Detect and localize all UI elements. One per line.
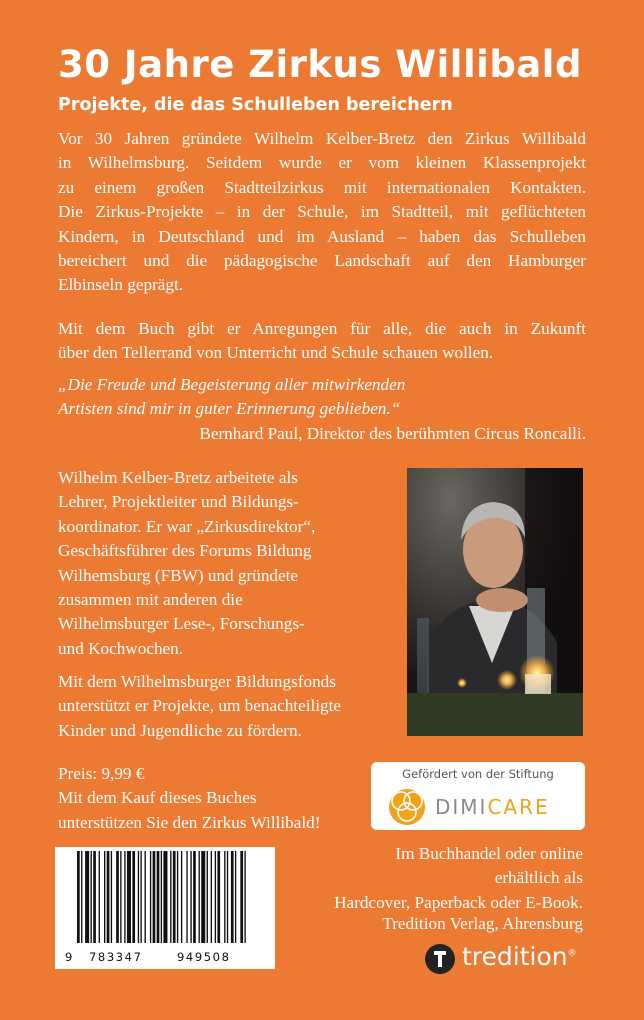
intro-line: Die Zirkus-Projekte – in der Schule, im Stadtteil, mit geflüchteten	[58, 202, 586, 222]
sponsor-brand	[435, 795, 550, 819]
availability-line: Im Buchhandel oder online	[395, 844, 583, 863]
price-line: Mit dem Kauf dieses Buches	[58, 788, 257, 808]
bio-line: Wilhemsburg (FBW) und gründete	[58, 565, 299, 585]
sponsor-badge	[371, 762, 585, 830]
price-label: Preis: 9,99 €	[58, 764, 145, 783]
intro-line: Elbinseln geprägt.	[58, 275, 184, 295]
intro-line: Vor 30 Jahren gründete Wilhelm Kelber-Bretz den Zirkus Willibald	[58, 129, 586, 148]
quote-line: „Die Freude und Begeisterung aller mitwirkenden	[58, 375, 406, 394]
author-portrait-image	[407, 468, 583, 736]
appeal-paragraph	[58, 317, 586, 366]
bio-line: Geschäftsführer des Forums Bildung	[58, 541, 312, 561]
bio-line: Lehrer, Projektleiter und Bildungs-	[58, 492, 299, 512]
appeal-line: Mit dem Buch gibt er Anregungen für alle, die auch in Zukunft	[58, 319, 586, 338]
barcode-digit-group: 949508	[177, 950, 231, 964]
quote-block	[58, 373, 586, 446]
fund-line: unterstützt er Projekte, um benachteiligte	[58, 696, 342, 716]
sponsor-brand-part: DIMI	[435, 795, 488, 819]
isbn-barcode	[55, 847, 275, 969]
intro-line: in Wilhelmsburg. Seitdem wurde er vom kleinen Klassenprojekt	[58, 153, 586, 173]
publisher-name: Tredition Verlag, Ahrensburg	[382, 914, 583, 933]
barcode-bars	[55, 851, 275, 955]
bio-line: Wilhelmsburger Lese-, Forschungs-	[58, 614, 305, 634]
book-subtitle: Projekte, die das Schulleben bereichern	[58, 95, 453, 115]
registered-mark: ®	[567, 948, 577, 959]
bio-line: Wilhelm Kelber-Bretz arbeitete als	[58, 468, 298, 487]
fund-line: Mit dem Wilhelmsburger Bildungsfonds	[58, 672, 336, 691]
fund-paragraph	[58, 670, 388, 743]
intro-line: Kindern, in Deutschland und im Ausland – haben das Schulleben	[58, 226, 586, 246]
appeal-line: über den Tellerrand von Unterricht und Schule schauen wollen.	[58, 343, 494, 363]
intro-line: bereichert und die pädagogische Landschaft auf den Hamburger	[58, 251, 586, 271]
intro-paragraph	[58, 127, 586, 298]
fund-line: Kinder und Jugendliche zu fördern.	[58, 720, 302, 740]
quote-line: Artisten sind mir in guter Erinnerung geblieben.“	[58, 399, 401, 419]
tredition-word: tredition	[462, 942, 568, 971]
author-bio	[58, 466, 358, 661]
availability-line: erhältlich als	[494, 868, 583, 888]
sponsor-brand-accent: CARE	[487, 795, 550, 819]
bio-line: koordinator. Er war „Zirkusdirektor“,	[58, 516, 316, 536]
barcode-digit-group: 9	[65, 950, 74, 964]
tredition-mark-icon	[425, 944, 455, 974]
dimicare-logo-icon	[387, 787, 427, 827]
price-line: unterstützen Sie den Zirkus Willibald!	[58, 812, 321, 832]
quote-attribution: Bernhard Paul, Direktor des berühmten Circus Roncalli.	[199, 423, 586, 443]
bio-line: zusammen mit anderen die	[58, 590, 243, 610]
intro-line: zu einem großen Stadtteilzirkus mit internationalen Kontakten.	[58, 177, 586, 197]
price-block	[58, 762, 388, 835]
sponsor-label: Gefördert von der Stiftung	[402, 767, 554, 781]
availability-block	[263, 842, 583, 915]
tredition-wordmark	[462, 942, 577, 971]
bio-line: und Kochwochen.	[58, 638, 184, 658]
barcode-digit-group: 783347	[89, 950, 143, 964]
book-title: 30 Jahre Zirkus Willibald	[58, 43, 582, 86]
availability-line: Hardcover, Paperback oder E-Book.	[334, 892, 583, 912]
author-photo	[407, 468, 583, 736]
